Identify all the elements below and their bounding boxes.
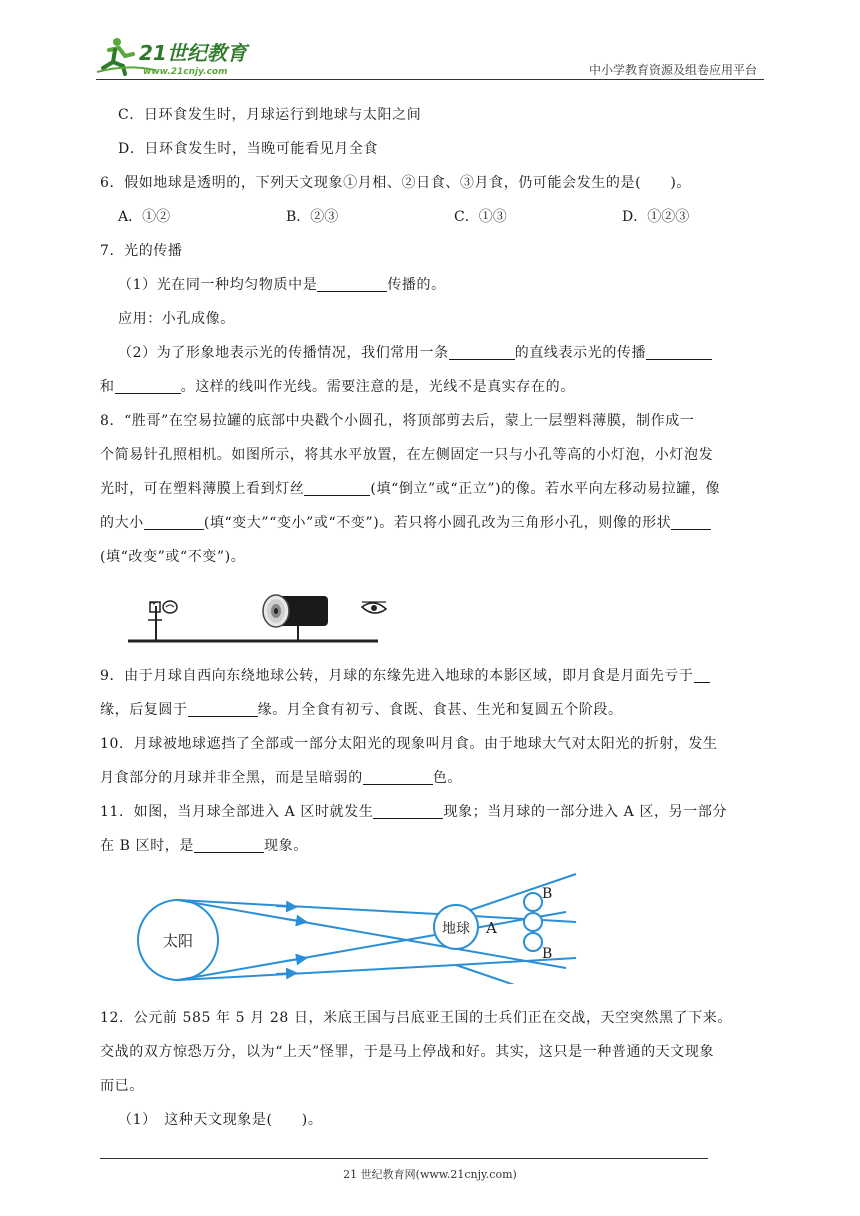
q10-line-1: 10．月球被地球遮挡了全部或一部分太阳光的现象叫月食。由于地球大气对太阳光的折射，发生 <box>100 736 718 752</box>
header-divider <box>96 79 764 80</box>
answer-blank[interactable] <box>671 515 711 530</box>
q7-part1-text-b: 传播的。 <box>387 277 446 293</box>
answer-blank[interactable] <box>694 668 710 683</box>
answer-blank[interactable] <box>194 838 264 853</box>
q7-part2 <box>118 343 782 363</box>
q10-line-2-text-a: 月食部分的月球并非全黑，而是呈暗弱的 <box>100 770 363 786</box>
answer-blank[interactable] <box>317 277 387 292</box>
q9-line-2-text-b: 缘。月全食有初亏、食既、食甚、生光和复圆五个阶段。 <box>257 702 623 718</box>
q7-part2-text-a: （2）为了形象地表示光的传播情况，我们常用一条 <box>118 345 449 361</box>
q11-line-2-text-b: 现象。 <box>264 838 308 854</box>
q8-line-4 <box>100 513 764 533</box>
q11-line-2 <box>100 836 764 856</box>
answer-blank[interactable] <box>188 702 258 717</box>
q12-line-1: 12．公元前 585 年 5 月 28 日，米底王国与吕底亚王国的士兵们正在交战，天空突然黑了下来。 <box>100 1010 732 1026</box>
lamp-icon <box>148 601 177 641</box>
eye-icon <box>362 602 386 613</box>
answer-blank[interactable] <box>363 770 433 785</box>
q8-line-4-text-b: (填“变大”“变小”或“不变”)。若只将小圆孔改为三角形小孔，则像的形状 <box>203 515 672 531</box>
q8-line-5: (填“改变”或“不变”)。 <box>100 549 246 565</box>
answer-blank[interactable] <box>304 481 370 496</box>
q11-line-2-text-a: 在 B 区时，是 <box>100 838 194 854</box>
q12-line-2: 交战的双方惊恐万分，以为“上天”怪罪，于是马上停战和好。其实，这只是一种普通的天文现象 <box>100 1044 715 1060</box>
logo-url-text: www.21cnjy.com <box>143 67 228 77</box>
q7-part1-text-a: （1）光在同一种均匀物质中是 <box>118 277 318 293</box>
q5-option-c: C．日环食发生时，月球运行到地球与太阳之间 <box>118 107 422 123</box>
page-footer: 21 世纪教育网(www.21cnjy.com) <box>343 1168 517 1181</box>
answer-blank[interactable] <box>115 379 181 394</box>
page-header <box>95 34 763 80</box>
pinhole-camera-figure <box>128 590 390 652</box>
q8-line-3-text-a: 光时，可在塑料薄膜上看到灯丝 <box>100 481 305 497</box>
answer-blank[interactable] <box>449 345 515 360</box>
moon-circle-top <box>524 893 542 911</box>
answer-blank[interactable] <box>144 515 204 530</box>
q8-line-4-text-a: 的大小 <box>100 515 144 531</box>
q7-title: 7．光的传播 <box>100 243 183 259</box>
q8-line-3-text-b: (填“倒立”或“正立”)的像。若水平向左移动易拉罐，像 <box>370 481 721 497</box>
q7-part2-cont <box>100 377 764 397</box>
answer-blank[interactable] <box>646 345 712 360</box>
q12-subquestion-1: （1） 这种天文现象是( )。 <box>118 1112 323 1128</box>
zone-a-label: A <box>486 919 497 937</box>
header-platform-text: 中小学教育资源及组卷应用平台 <box>588 63 757 77</box>
logo-brand-text: 21世纪教育 <box>139 41 247 65</box>
q11-line-1-text-b: 现象；当月球的一部分进入 A 区，另一部分 <box>443 804 728 820</box>
q10-line-2-text-b: 色。 <box>432 770 463 786</box>
q9-line-1-text: 9．由于月球自西向东绕地球公转，月球的东缘先进入地球的本影区域，即月食是月面先亏于 <box>100 668 694 684</box>
q7-part1 <box>118 275 782 295</box>
earth-label: 地球 <box>442 921 470 937</box>
q7-application: 应用：小孔成像。 <box>118 311 235 327</box>
can-icon <box>263 595 328 641</box>
q11-line-1 <box>100 802 764 822</box>
q6-stem: 6．假如地球是透明的，下列天文现象①月相、②日食、③月食，仍可能会发生的是( )。 <box>100 175 692 191</box>
moon-circle-bottom <box>524 933 542 951</box>
q6-option-c: C．①③ <box>454 209 507 225</box>
q8-line-3 <box>100 479 764 499</box>
eclipse-diagram <box>136 866 582 984</box>
q7-part2-text-b: 的直线表示光的传播 <box>514 345 647 361</box>
site-logo <box>95 34 260 78</box>
q10-line-2 <box>100 768 764 788</box>
moon-circle-middle <box>524 913 542 931</box>
sun-label: 太阳 <box>162 932 194 950</box>
q9-line-2 <box>100 700 764 720</box>
q7-part2-text-d: 。这样的线叫作光线。需要注意的是，光线不是真实存在的。 <box>180 379 575 395</box>
q6-option-b: B．②③ <box>286 209 339 225</box>
q12-line-3: 而已。 <box>100 1078 144 1094</box>
q11-line-1-text-a: 11．如图，当月球全部进入 A 区时就发生 <box>100 804 374 820</box>
q9-line-1 <box>100 666 764 686</box>
footer-divider <box>100 1158 708 1159</box>
q8-line-2: 个简易针孔照相机。如图所示，将其水平放置，在左侧固定一只与小孔等高的小灯泡，小灯泡发 <box>100 447 714 463</box>
q9-line-2-text-a: 缘，后复圆于 <box>100 702 188 718</box>
q6-option-d: D．①②③ <box>622 209 690 225</box>
zone-b-top-label: B <box>542 886 553 902</box>
q7-part2-text-c: 和 <box>100 379 115 395</box>
q6-option-a: A．①② <box>118 209 171 225</box>
zone-b-bottom-label: B <box>542 946 553 962</box>
q8-line-1: 8．“胜哥”在空易拉罐的底部中央戳个小圆孔，将顶部剪去后，蒙上一层塑料薄膜，制作成一 <box>100 413 695 429</box>
answer-blank[interactable] <box>373 804 443 819</box>
q5-option-d: D．日环食发生时，当晚可能看见月全食 <box>118 141 379 157</box>
